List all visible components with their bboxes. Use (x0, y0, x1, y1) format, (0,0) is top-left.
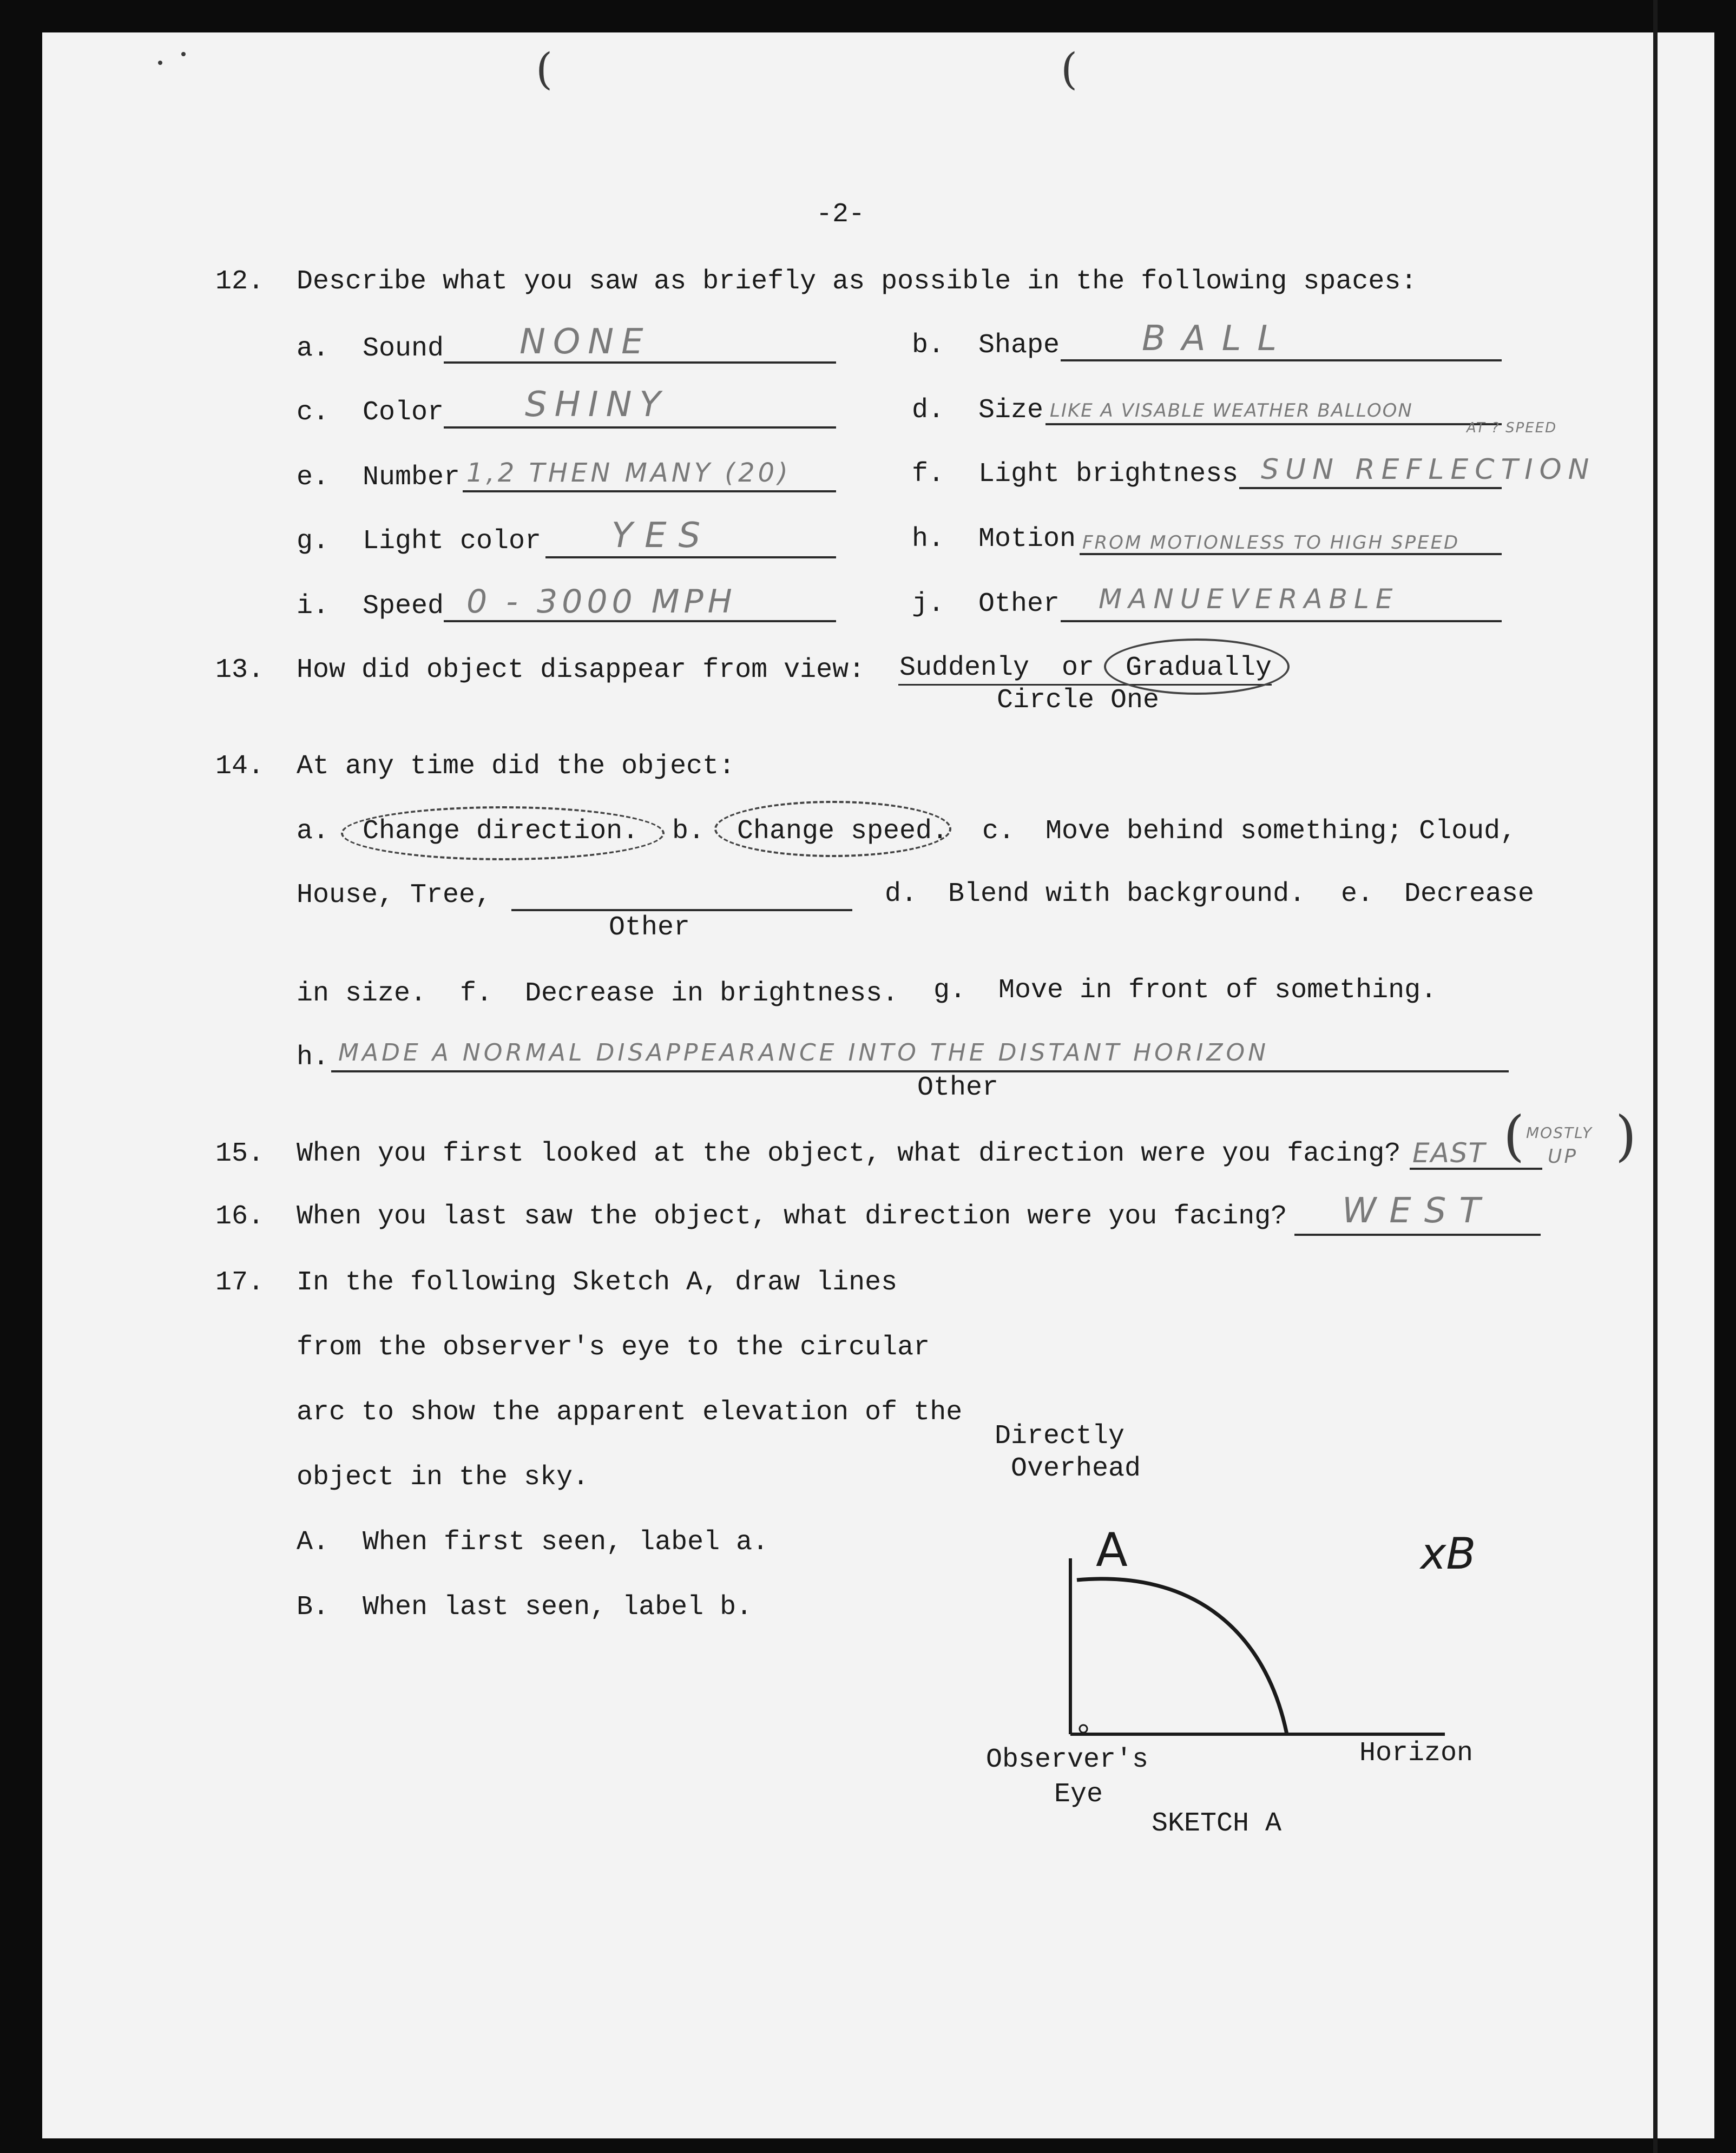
scan-speck (181, 52, 186, 56)
field-label-sound: Sound (363, 333, 444, 364)
question-number: 17. (215, 1267, 265, 1298)
field-label-speed: Speed (363, 591, 444, 622)
field-letter: e. (297, 462, 330, 493)
field-letter: h. (912, 524, 945, 555)
sketch-label-observer: Observer's (986, 1744, 1149, 1775)
answer-light-color: YES (611, 516, 713, 556)
field-label-number: Number (363, 462, 461, 493)
answer-light-brightness: SUN REFLECTION (1261, 453, 1596, 486)
option-letter: c. (982, 816, 1015, 847)
answer-size-extra: AT ? SPEED (1467, 420, 1557, 436)
option-letter: h. (297, 1042, 330, 1073)
answer-motion: FROM MOTIONLESS TO HIGH SPEED (1082, 532, 1460, 554)
answer-number: 1,2 THEN MANY (20) (466, 458, 791, 488)
field-letter: j. (912, 589, 945, 620)
option-decrease-brightness: Decrease in brightness. (525, 978, 899, 1009)
field-label-color: Color (363, 397, 444, 428)
option-letter: f. (460, 978, 493, 1009)
question-number: 13. (215, 655, 265, 686)
question-text: Describe what you saw as briefly as possible in the following spaces: (297, 266, 1417, 297)
answer-line (511, 909, 852, 911)
question-text: arc to show the apparent elevation of the (297, 1397, 963, 1428)
answer-color: SHINY (525, 385, 668, 425)
option-or: or (1062, 653, 1095, 683)
field-label-light-color: Light color (363, 526, 542, 557)
answer-facing-note: MOSTLY (1526, 1124, 1593, 1142)
answer-line (444, 426, 836, 429)
answer-line (1239, 487, 1502, 489)
option-letter: a. (297, 816, 330, 847)
answer-shape: BALL (1142, 319, 1293, 359)
question-text: When you last saw the object, what direction were you facing? (297, 1201, 1287, 1232)
question-number: 12. (215, 266, 265, 297)
sketch-a-diagram (1061, 1548, 1450, 1748)
handwritten-paren: ( (1503, 1104, 1525, 1168)
sketch-label-overhead: Directly (995, 1421, 1125, 1452)
handwritten-mark-b: xB (1421, 1529, 1476, 1579)
field-label-motion: Motion (978, 524, 1076, 555)
option-move-front: Move in front of something. (998, 975, 1437, 1006)
field-letter: f. (912, 459, 945, 490)
option-change-direction: Change direction. (363, 816, 639, 847)
other-label: Other (917, 1072, 999, 1103)
item-letter: B. (297, 1592, 330, 1623)
page-edge-shadow (1653, 0, 1658, 2153)
binder-mark-right: ( (1061, 44, 1078, 94)
field-letter: g. (297, 526, 330, 557)
question-number: 15. (215, 1138, 265, 1169)
observer-eye-mark (1080, 1725, 1087, 1733)
elevation-arc (1077, 1579, 1287, 1734)
sketch-caption: SKETCH A (1152, 1808, 1282, 1839)
handwritten-mark-a: A (1096, 1523, 1128, 1577)
question-text: When you first looked at the object, what direction were you facing? (297, 1138, 1401, 1169)
option-letter: g. (933, 975, 966, 1006)
circled-answer-mark (714, 801, 951, 857)
other-label: Other (609, 912, 691, 943)
answer-line (1061, 620, 1502, 622)
answer-facing-last: WEST (1342, 1191, 1494, 1231)
question-number: 16. (215, 1201, 265, 1232)
field-letter: b. (912, 330, 945, 361)
item-letter: A. (297, 1527, 330, 1558)
field-letter: i. (297, 591, 330, 622)
field-label-size: Size (978, 395, 1044, 426)
option-gradually: Gradually (1126, 653, 1272, 683)
field-letter: d. (912, 395, 945, 426)
answer-sound: NONE (520, 322, 651, 362)
item-last-seen: When last seen, label b. (363, 1592, 753, 1623)
answer-line (463, 490, 836, 492)
field-label-other: Other (978, 589, 1060, 620)
answer-speed: 0 - 3000 MPH (466, 583, 737, 621)
document-page (42, 32, 1714, 2138)
option-move-behind: Move behind something; Cloud, (1045, 816, 1517, 847)
option-decrease-size-cont: in size. (297, 978, 427, 1009)
handwritten-paren: ) (1615, 1104, 1637, 1168)
answer-other-disappearance: MADE A NORMAL DISAPPEARANCE INTO THE DISTANT HORIZON (338, 1039, 1270, 1066)
question-text: from the observer's eye to the circular (297, 1332, 930, 1363)
answer-other: MANUEVERABLE (1099, 583, 1399, 615)
option-change-speed: Change speed. (737, 816, 949, 847)
answer-line (1045, 423, 1502, 425)
sketch-label-horizon: Horizon (1359, 1738, 1474, 1769)
field-label-light-brightness: Light brightness (978, 459, 1239, 490)
option-suddenly: Suddenly (899, 653, 1030, 683)
question-number: 14. (215, 751, 265, 782)
option-letter: b. (672, 816, 705, 847)
option-blend: Blend with background. (948, 879, 1306, 910)
answer-facing-note: UP (1548, 1145, 1579, 1168)
option-letter: d. (885, 879, 918, 910)
scan-speck (158, 61, 162, 65)
binder-mark-left: ( (536, 44, 553, 94)
answer-line (1294, 1234, 1541, 1236)
answer-size: LIKE A VISABLE WEATHER BALLOON (1050, 400, 1413, 422)
page-number: -2- (816, 199, 865, 230)
field-letter: a. (297, 333, 330, 364)
field-letter: c. (297, 397, 330, 428)
item-first-seen: When first seen, label a. (363, 1527, 769, 1558)
circled-answer-mark (341, 806, 665, 860)
option-letter: e. (1341, 879, 1374, 910)
question-text: At any time did the object: (297, 751, 735, 782)
answer-line (1061, 359, 1502, 361)
option-move-behind-cont: House, Tree, (297, 880, 492, 911)
question-text: object in the sky. (297, 1462, 589, 1493)
option-decrease-size: Decrease (1404, 879, 1535, 910)
circle-one-instruction: Circle One (997, 685, 1160, 716)
field-label-shape: Shape (978, 330, 1060, 361)
sketch-label-overhead: Overhead (1011, 1453, 1141, 1484)
answer-line (545, 556, 836, 558)
sketch-label-observer: Eye (1054, 1779, 1103, 1810)
question-text: In the following Sketch A, draw lines (297, 1267, 898, 1298)
answer-facing-first: EAST (1412, 1137, 1487, 1169)
question-text: How did object disappear from view: (297, 655, 865, 686)
